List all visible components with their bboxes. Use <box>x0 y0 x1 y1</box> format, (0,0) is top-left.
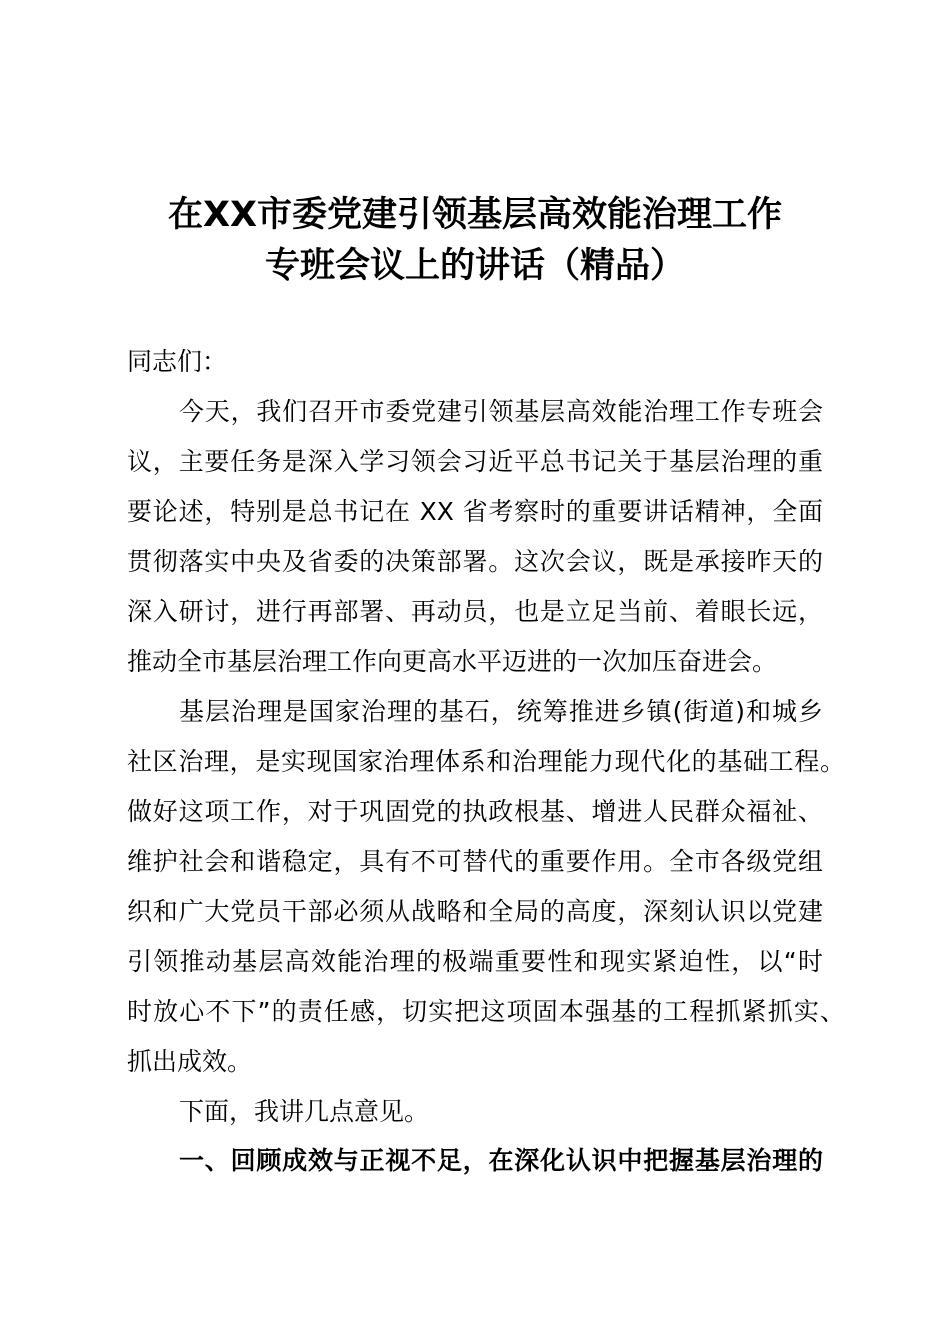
text-line: 今天，我们召开市委党建引领基层高效能治理工作专班会 <box>179 397 823 426</box>
text-line: 社区治理，是实现国家治理体系和治理能力现代化的基础工程。 <box>127 747 845 776</box>
title-line-2: 专班会议上的讲话（精品） <box>264 246 685 286</box>
text-line: 基层治理是国家治理的基石，统筹推进乡镇(街道)和城乡 <box>179 697 823 726</box>
text-line: 维护社会和谐稳定，具有不可替代的重要作用。全市各级党组 <box>127 847 823 876</box>
text-line: 推动全市基层治理工作向更高水平迈进的一次加压奋进会。 <box>127 647 778 676</box>
paragraph-3: 下面，我讲几点意见。 <box>179 1097 430 1126</box>
text-line: 做好这项工作，对于巩固党的执政根基、增进人民群众福祉、 <box>127 797 823 826</box>
text-line: 要论述，特别是总书记在 XX 省考察时的重要讲话精神，全面 <box>127 497 823 526</box>
text-line: 时放心不下”的责任感，切实把这项固本强基的工程抓紧抓实、 <box>127 997 845 1026</box>
title-line-1: 在XX市委党建引领基层高效能治理工作 <box>168 195 782 235</box>
text-line: 深入研讨，进行再部署、再动员，也是立足当前、着眼长远， <box>127 597 823 626</box>
text-line: 抓出成效。 <box>127 1047 253 1076</box>
section-heading: 一、回顾成效与正视不足，在深化认识中把握基层治理的 <box>179 1146 823 1175</box>
text-line: 议，主要任务是深入学习领会习近平总书记关于基层治理的重 <box>127 447 823 476</box>
text-line: 引领推动基层高效能治理的极端重要性和现实紧迫性，以“时 <box>127 947 823 976</box>
greeting: 同志们： <box>127 347 228 376</box>
text-line: 织和广大党员干部必须从战略和全局的高度，深刻认识以党建 <box>127 897 823 926</box>
text-line: 贯彻落实中央及省委的决策部署。这次会议，既是承接昨天的 <box>127 547 823 576</box>
